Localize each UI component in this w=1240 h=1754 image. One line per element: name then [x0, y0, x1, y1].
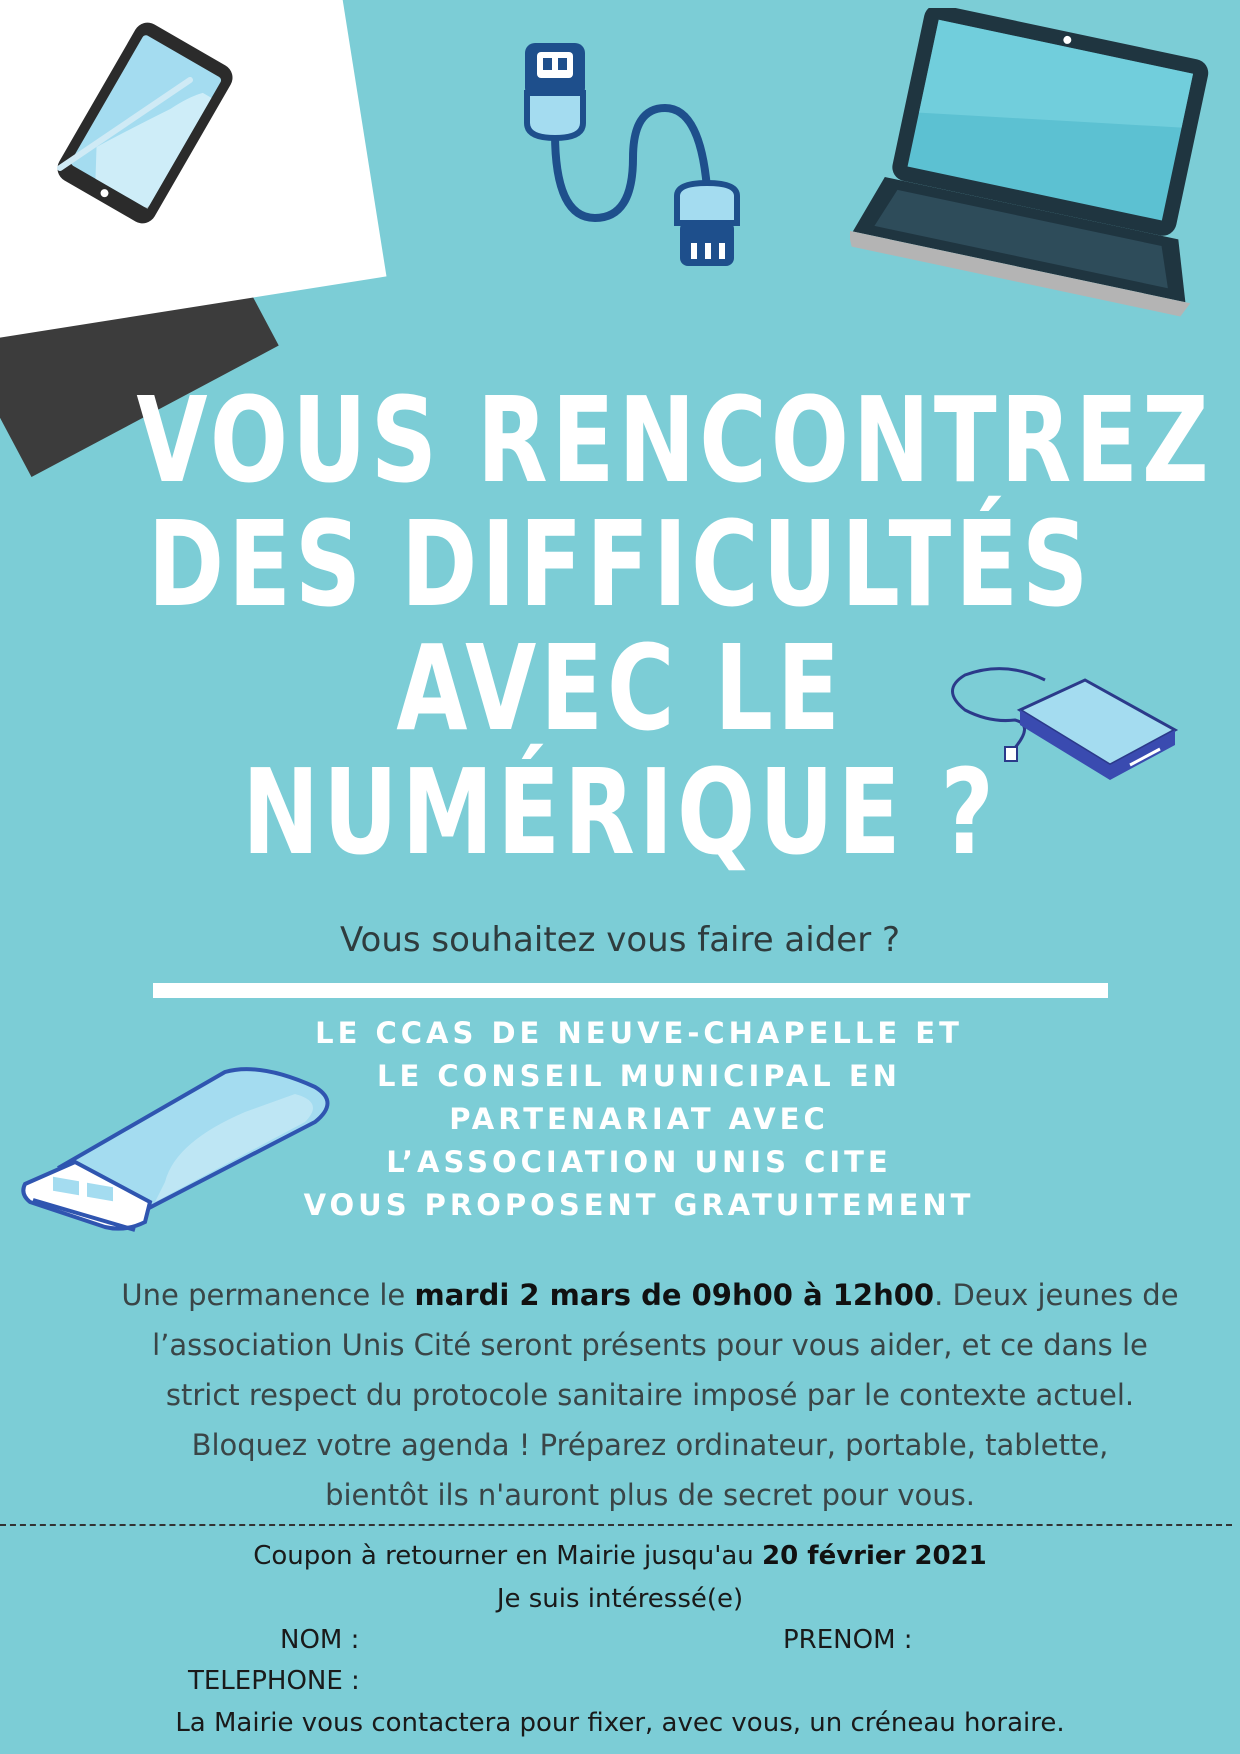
laptop-icon [850, 8, 1220, 328]
divider [153, 983, 1108, 998]
body-intro: Une permanence le [121, 1278, 415, 1312]
body-line [40, 1270, 1240, 1320]
usb-cable-icon [515, 38, 745, 288]
headline-line: DES DIFFICULTÉS [147, 495, 1093, 633]
body-line: Bloquez votre agenda ! Préparez ordinateur, portable, tablette, [191, 1428, 1109, 1462]
body-line: bientôt ils n'auront plus de secret pour vous. [325, 1478, 975, 1512]
body-line: l’association Unis Cité seront présents pour vous aider, et ce dans le [152, 1328, 1148, 1362]
coupon-return-text: Coupon à retourner en Mairie jusqu'au [253, 1541, 763, 1571]
tablet-icon [20, 18, 270, 228]
partner-line: PARTENARIAT AVEC [449, 1102, 829, 1136]
headline [136, 371, 1213, 881]
body-rest: . Deux jeunes de [934, 1278, 1179, 1312]
partner-line: LE CCAS DE NEUVE-CHAPELLE ET [315, 1016, 963, 1050]
partner-line: L’ASSOCIATION UNIS CITE [386, 1145, 892, 1179]
subtitle: Vous souhaitez vous faire aider ? [339, 920, 901, 960]
headline-line: NUMÉRIQUE ? [242, 743, 998, 881]
nom-label: NOM : [280, 1625, 360, 1655]
body-text [40, 1270, 1240, 1520]
headline-line: AVEC LE [396, 619, 844, 757]
coupon-interest: Je suis intéressé(e) [496, 1584, 744, 1614]
coupon-return-line [0, 1541, 1240, 1571]
partner-block [0, 1012, 1240, 1227]
body-line: strict respect du protocole sanitaire imposé par le contexte actuel. [165, 1378, 1135, 1412]
partner-line: LE CONSEIL MUNICIPAL EN [377, 1059, 901, 1093]
coupon-deadline: 20 février 2021 [762, 1541, 987, 1571]
event-date: mardi 2 mars de 09h00 à 12h00 [414, 1278, 935, 1312]
coupon-footer: La Mairie vous contactera pour fixer, avec vous, un créneau horaire. [175, 1708, 1065, 1738]
cut-line [0, 1524, 1232, 1526]
telephone-label: TELEPHONE : [188, 1666, 360, 1696]
partner-line: VOUS PROPOSENT GRATUITEMENT [303, 1188, 975, 1222]
headline-line: VOUS RENCONTREZ [136, 371, 1213, 509]
prenom-label: PRENOM : [783, 1625, 913, 1655]
